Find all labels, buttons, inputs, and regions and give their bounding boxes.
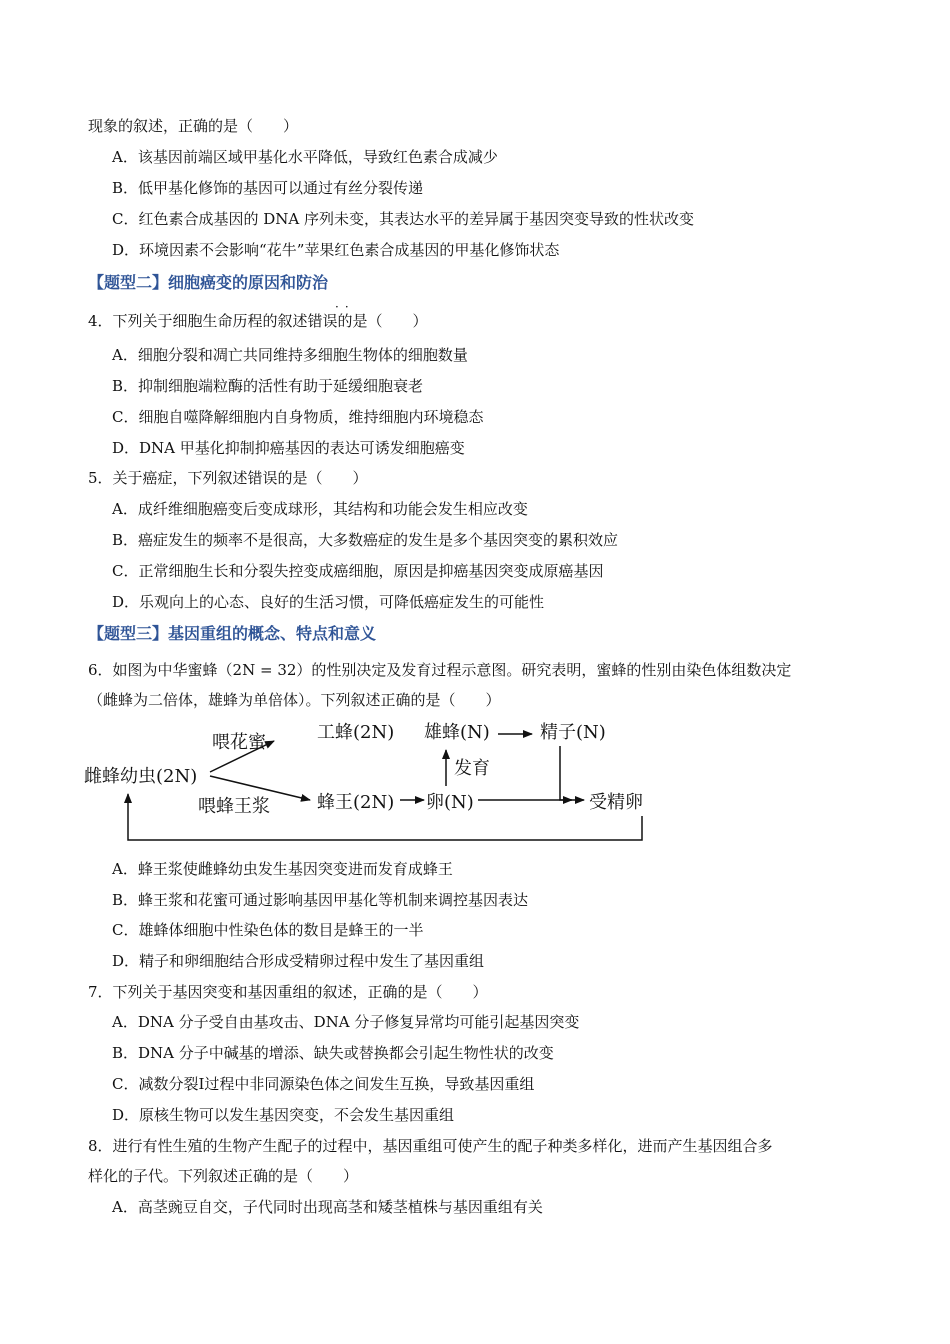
q3-option-b: B．低甲基化修饰的基因可以通过有丝分裂传递 — [112, 179, 424, 197]
q8-option-a: A．高茎豌豆自交，子代同时出现高茎和矮茎植株与基因重组有关 — [112, 1198, 543, 1216]
q6-option-c: C．雄蜂体细胞中性染色体的数目是蜂王的一半 — [112, 921, 424, 939]
q6-option-d: D．精子和卵细胞结合形成受精卵过程中发生了基因重组 — [112, 952, 485, 970]
q6-stem-line-1: 6．如图为中华蜜蜂（2N = 32）的性别决定及发育过程示意图。研究表明，蜜蜂的性别由染色体组数决定 — [88, 661, 792, 679]
label-feed-jelly: 喂蜂王浆 — [198, 796, 270, 817]
label-zygote: 受精卵 — [589, 792, 643, 813]
q4-option-a: A．细胞分裂和凋亡共同维持多细胞生物体的细胞数量 — [112, 346, 468, 364]
arrow-sperm-to-zygote — [560, 746, 572, 800]
q6-option-a: A．蜂王浆使雌蜂幼虫发生基因突变进而发育成蜂王 — [112, 860, 453, 878]
label-develop: 发育 — [454, 758, 490, 779]
q3-stem-tail: 现象的叙述，正确的是（ ） — [88, 117, 299, 135]
q5-option-b: B．癌症发生的频率不是很高，大多数癌症的发生是多个基因突变的累积效应 — [112, 531, 619, 549]
q8-stem-line-2: 样化的子代。下列叙述正确的是（ ） — [88, 1167, 359, 1185]
label-sperm: 精子(N) — [540, 722, 606, 743]
q7-option-d: D．原核生物可以发生基因突变，不会发生基因重组 — [112, 1106, 455, 1124]
q5-option-d: D．乐观向上的心态、良好的生活习惯，可降低癌症发生的可能性 — [112, 593, 545, 611]
q7-option-c: C．减数分裂Ⅰ过程中非同源染色体之间发生互换，导致基因重组 — [112, 1075, 535, 1093]
q5-option-c: C．正常细胞生长和分裂失控变成癌细胞，原因是抑癌基因突变成原癌基因 — [112, 562, 604, 580]
q5-stem: 5．关于癌症，下列叙述错误的是（ ） — [88, 469, 368, 487]
q7-option-b: B．DNA 分子中碱基的增添、缺失或替换都会引起生物性状的改变 — [112, 1044, 554, 1062]
bee-development-diagram — [84, 714, 664, 846]
q3-option-a: A．该基因前端区域甲基化水平降低，导致红色素合成减少 — [112, 148, 498, 166]
emphasis-dots: ·· — [335, 300, 355, 314]
q6-option-b: B．蜂王浆和花蜜可通过影响基因甲基化等机制来调控基因表达 — [112, 891, 529, 909]
label-larva: 雌蜂幼虫(2N) — [84, 766, 198, 787]
q4-option-b: B．抑制细胞端粒酶的活性有助于延缓细胞衰老 — [112, 377, 424, 395]
section-heading-3: 【题型三】基因重组的概念、特点和意义 — [88, 624, 377, 643]
q5-option-a: A．成纤维细胞癌变后变成球形，其结构和功能会发生相应改变 — [112, 500, 528, 518]
q4-stem: 4．下列关于细胞生命历程的叙述错误的是（ ） — [88, 312, 428, 330]
section-heading-2: 【题型二】细胞癌变的原因和防治 — [88, 273, 329, 292]
label-egg: 卵(N) — [426, 792, 474, 813]
q4-option-d: D．DNA 甲基化抑制抑癌基因的表达可诱发细胞癌变 — [112, 439, 465, 457]
q7-option-a: A．DNA 分子受自由基攻击、DNA 分子修复异常均可能引起基因突变 — [112, 1013, 580, 1031]
q7-stem: 7．下列关于基因突变和基因重组的叙述，正确的是（ ） — [88, 983, 488, 1001]
label-feed-nectar: 喂花蜜 — [212, 732, 266, 753]
label-drone: 雄蜂(N) — [424, 722, 490, 743]
q6-stem-line-2: （雌蜂为二倍体，雄蜂为单倍体）。下列叙述正确的是（ ） — [88, 691, 501, 709]
label-worker: 工蜂(2N) — [317, 722, 395, 743]
q3-option-c: C．红色素合成基因的 DNA 序列未变，其表达水平的差异属于基因突变导致的性状改变 — [112, 210, 695, 228]
q8-stem-line-1: 8．进行有性生殖的生物产生配子的过程中，基因重组可使产生的配子种类多样化，进而产生基因组合多 — [88, 1137, 773, 1155]
label-queen: 蜂王(2N) — [317, 792, 395, 813]
q3-option-d: D．环境因素不会影响“花牛”苹果红色素合成基因的甲基化修饰状态 — [112, 241, 560, 259]
q4-option-c: C．细胞自噬降解细胞内自身物质，维持细胞内环境稳态 — [112, 408, 484, 426]
